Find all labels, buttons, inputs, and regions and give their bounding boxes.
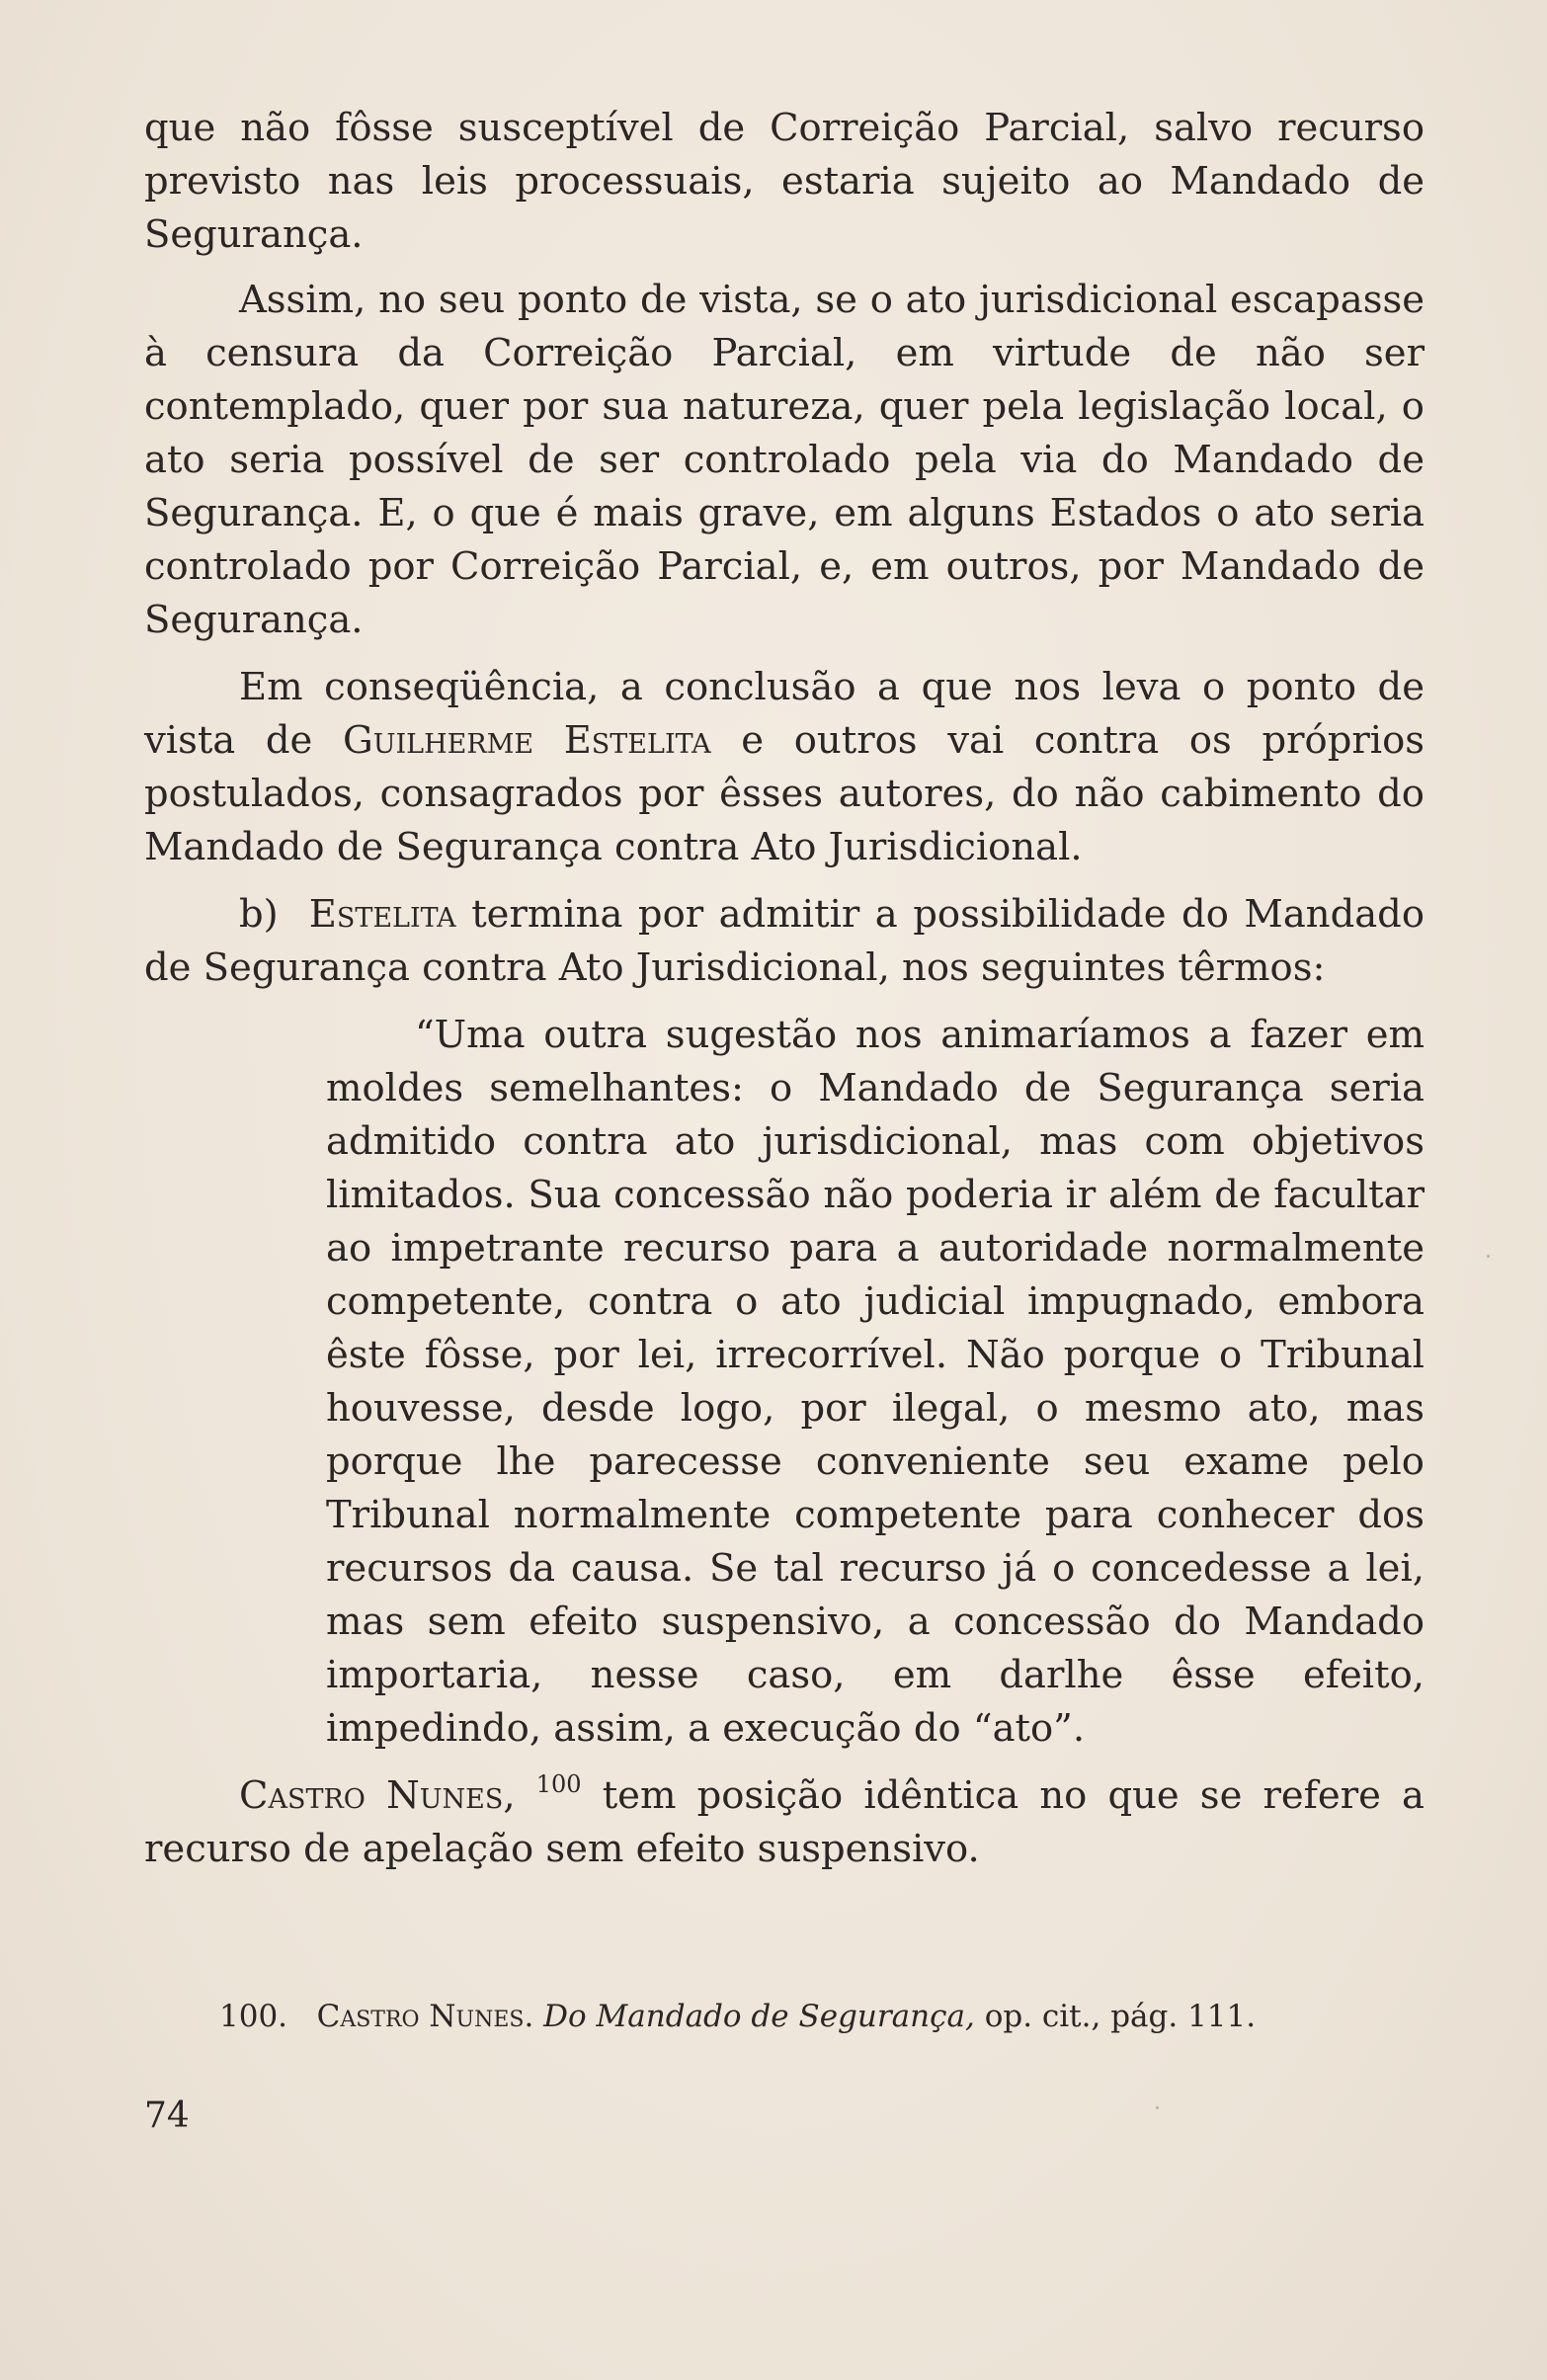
author-name: Guilherme Estelita — [343, 718, 711, 763]
footnote-author: Castro Nunes. — [316, 1999, 534, 2034]
paragraph-b-text: termina por admitir a possibilidade do Mandado de Segurança contra Ato Jurisdicional, nos seguintes têrmos: — [144, 892, 1425, 990]
paragraph-consequencia-end: e outros vai contra os próprios postulados, consagrados por êsses autores, do não cabimento do Mandado de Segurança contra Ato Jurisdicional. — [144, 718, 1425, 869]
paragraph-assim: Assim, no seu ponto de vista, se o ato jurisdicional escapasse à censura da Correição Parcial, em virtude de não ser contemplado, quer por sua natureza, quer pela legislação local, o ato seria possível de ser controlado pela via do Mandado de Segurança. E, o que é mais grave, em alguns Estados o ato seria controlado por Correição Parcial, e, em outros, por Mandado de Segurança. — [144, 278, 1425, 642]
paragraph-castro-nunes-text: tem posição idêntica no que se refere a recurso de apelação sem efeito suspensivo. — [144, 1773, 1425, 1871]
body-text — [144, 102, 1425, 1876]
footnote-citation: op. cit., pág. 111. — [984, 1999, 1257, 2034]
author-name: Estelita — [308, 892, 456, 937]
footnote-title: Do Mandado de Segurança, — [543, 1999, 975, 2034]
page-number: 74 — [144, 2095, 190, 2136]
footnote-number: 100. — [219, 1999, 288, 2034]
paragraph-consequencia — [144, 661, 1425, 874]
paragraph-consequencia-start: Em conseqüência, a conclusão a que nos leva o ponto de vista de — [144, 665, 1425, 763]
footnote-reference[interactable]: 100 — [535, 1770, 582, 1798]
paragraph-b — [144, 888, 1425, 995]
block-quote: “Uma outra sugestão nos animaríamos a fazer em moldes semelhantes: o Mandado de Segurança seria admitido contra ato jurisdicional, mas com objetivos limitados. Sua concessão não poderia ir além de facultar ao impetrante recurso para a autoridade normalmente competente, contra o ato judicial impugnado, embora êste fôsse, por lei, irrecorrível. Não porque o Tribunal houvesse, desde logo, por ilegal, o mesmo ato, mas porque lhe parecesse conveniente seu exame pelo Tribunal normalmente competente para conhecer dos recursos da causa. Se tal recurso já o concedesse a lei, mas sem efeito suspensivo, a concessão do Mandado importaria, nesse caso, em darlhe êsse efeito, impedindo, assim, a execução do “ato”. — [326, 1013, 1425, 1751]
paper-speck — [1156, 2106, 1159, 2109]
footnote — [219, 1997, 1434, 2036]
paper-speck — [1487, 1255, 1490, 1258]
paragraph-continuation: que não fôsse susceptível de Correição Parcial, salvo recurso previsto nas leis processuais, estaria sujeito ao Mandado de Segurança. — [144, 106, 1425, 257]
list-marker: b) — [239, 892, 279, 937]
author-name: Castro Nunes, — [239, 1773, 516, 1818]
paragraph-castro-nunes — [144, 1769, 1425, 1876]
